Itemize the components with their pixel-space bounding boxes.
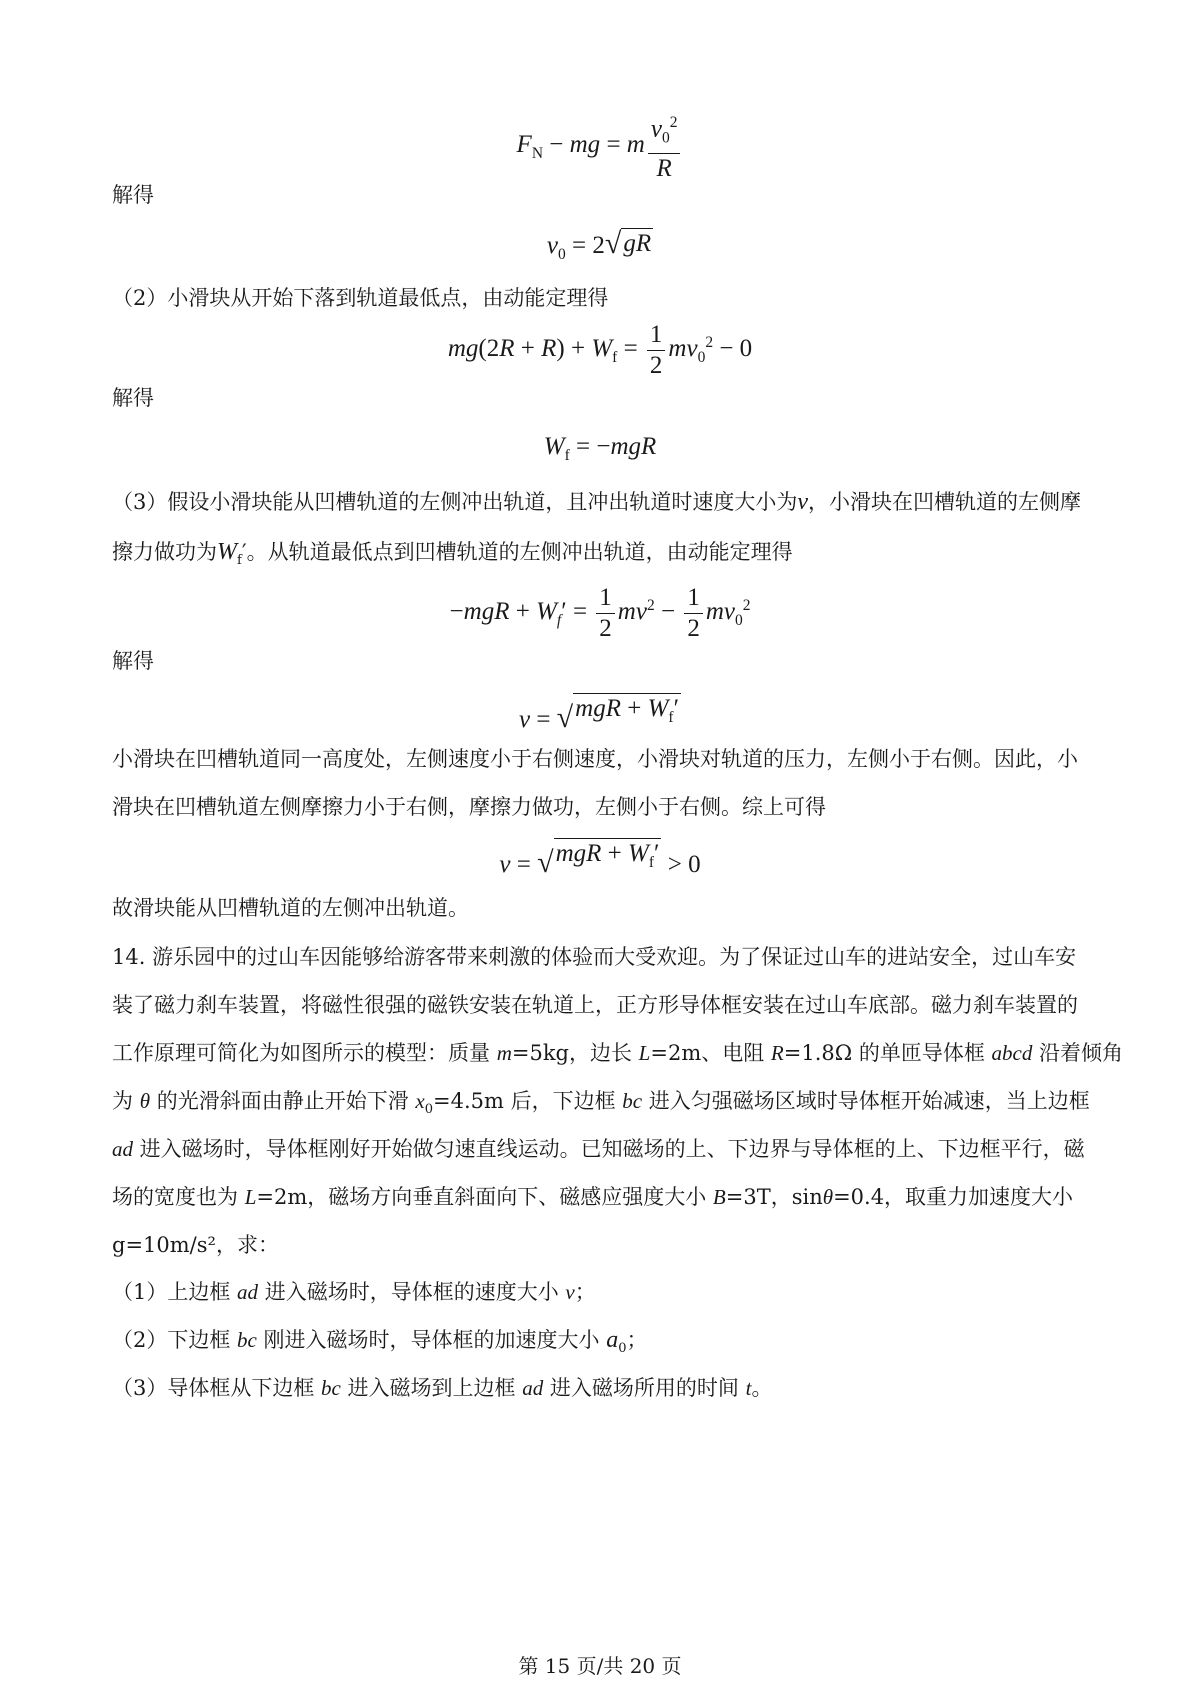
part2-intro: （2）小滑块从开始下落到轨道最低点，由动能定理得 — [112, 286, 609, 310]
conclusion: 故滑块能从凹槽轨道的左侧冲出轨道。 — [112, 896, 469, 920]
solve-label-3: 解得 — [112, 649, 154, 673]
problem14-line3: 工作原理可简化为如图所示的模型：质量 m=5kg，边长 L=2m、电阻 R=1.8Ω 的单匝导体框 abcd 沿着倾角 — [112, 1041, 1124, 1065]
problem14-line7: g=10m/s²，求： — [112, 1233, 279, 1257]
problem14-line2: 装了磁力刹车装置，将磁性很强的磁铁安装在轨道上，正方形导体框安装在过山车底部。磁力刹车装置的 — [112, 993, 1078, 1017]
question-2: （2）下边框 bc 刚进入磁场时，导体框的加速度大小 $a_0$； — [112, 1327, 648, 1357]
analysis-line-2: 滑块在凹槽轨道左侧摩擦力小于右侧，摩擦力做功，左侧小于右侧。综上可得 — [112, 795, 826, 819]
solve-label-1: 解得 — [112, 183, 154, 207]
analysis-line-1: 小滑块在凹槽轨道同一高度处，左侧速度小于右侧速度，小滑块对轨道的压力，左侧小于右侧。因此，小 — [112, 747, 1078, 771]
part3-line1: （3）假设小滑块能从凹槽轨道的左侧冲出轨道，且冲出轨道时速度大小为v，小滑块在凹槽轨道的左侧摩 — [112, 489, 1082, 515]
problem14-line4: 为 θ 的光滑斜面由静止开始下滑 $x_0=4.5m$ 后，下边框 bc 进入匀强磁场区域时导体框开始减速，当上边框 — [112, 1089, 1090, 1118]
problem14-line6: 场的宽度也为 L=2m，磁场方向垂直斜面向下、磁感应强度大小 B=3T，sinθ=0.4，取重力加速度大小 — [112, 1185, 1074, 1209]
part3-line2: 擦力做功为$W_f'$。从轨道最低点到凹槽轨道的左侧冲出轨道，由动能定理得 — [112, 539, 793, 569]
equation-energy-theorem-2: $-mgR + W_f'$ = $\frac{1}{2}$ $mv^2$ − $\frac{1}{2}$ $mv_0^2$ — [449, 584, 751, 642]
equation-v-left: v = √ mgR + $W_f'$ — [518, 695, 680, 734]
equation-friction-work: $W_f = -mgR$ — [543, 433, 657, 464]
question-1: （1）上边框 ad 进入磁场时，导体框的速度大小 v； — [112, 1280, 596, 1304]
equation-energy-theorem-1: $mg(2R + R) + W_f$ = $\frac{1}{2}$ $mv_0^2 - 0$ — [447, 321, 753, 379]
equation-normal-force: $F_N$ − mg = m $\frac{v_0^2}{R}$ — [0, 108, 1200, 184]
equation-v-positive: v = √ mgR + $W_f'$ > 0 — [499, 840, 701, 879]
question-3: （3）导体框从下边框 bc 进入磁场到上边框 ad 进入磁场所用的时间 t。 — [112, 1376, 773, 1400]
problem14-line1: 14. 游乐园中的过山车因能够给游客带来刺激的体验而大受欢迎。为了保证过山车的进站安全，过山车安 — [112, 945, 1077, 969]
equation-v0: $v_0 = 2$ √ gR — [546, 227, 652, 263]
problem14-line5: ad 进入磁场时，导体框刚好开始做匀速直线运动。已知磁场的上、下边界与导体框的上、下边框平行，磁 — [112, 1137, 1085, 1161]
solve-label-2: 解得 — [112, 386, 154, 410]
page-footer: 第 15 页/共 20 页 — [518, 1654, 682, 1678]
